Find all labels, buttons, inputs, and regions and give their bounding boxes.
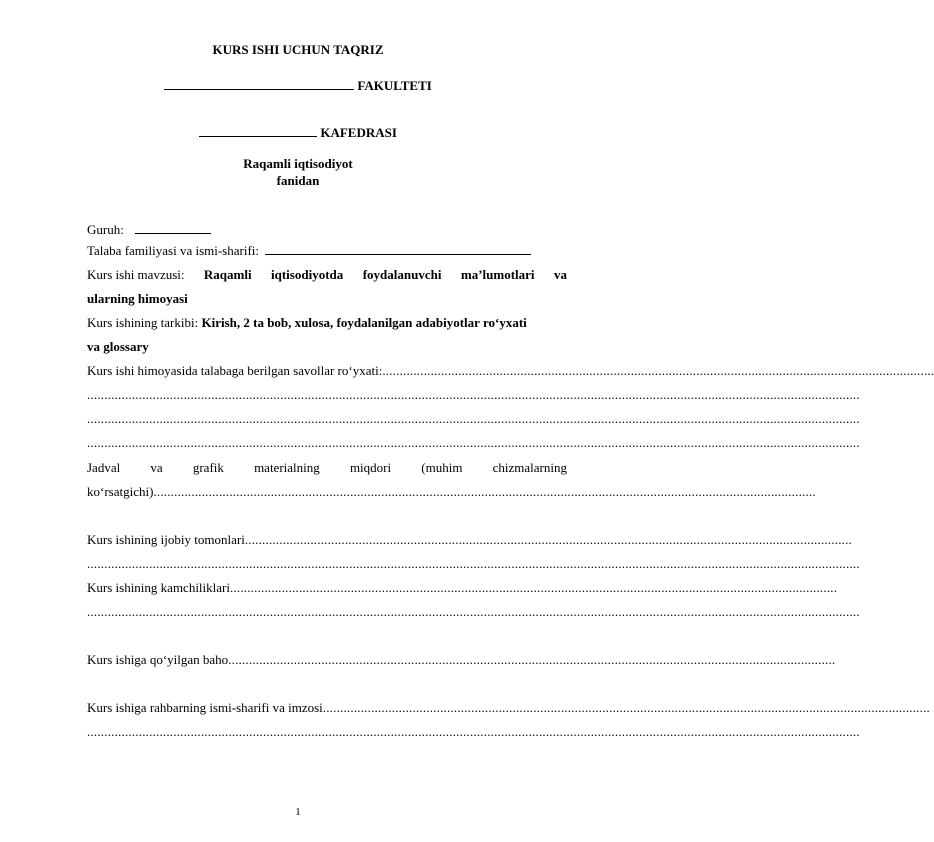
- grade-row: [87, 651, 836, 669]
- department-line: [0, 124, 596, 141]
- answer-dotted-line[interactable]: ................................................................................................................................................................................................................................: [87, 387, 860, 402]
- tables-label-end: ko‘rsatgichi): [87, 484, 154, 499]
- tables-continued: [87, 483, 816, 501]
- grade-dots[interactable]: ................................................................................................................................................................................: [228, 652, 836, 667]
- group-blank[interactable]: [135, 221, 211, 234]
- answer-dotted-line[interactable]: ................................................................................................................................................................................................................................: [87, 411, 860, 426]
- page-number: 1: [295, 806, 301, 818]
- positive-dots[interactable]: ................................................................................................................................................................................: [244, 532, 853, 547]
- topic-label: Kurs ishi mavzusi:: [87, 267, 185, 282]
- supervisor-row: [87, 699, 930, 717]
- shortcomings-dotted-line[interactable]: ................................................................................................................................................................................................................................: [87, 604, 860, 619]
- questions-label: Kurs ishi himoyasida talabaga berilgan savollar ro‘yxati:: [87, 363, 383, 378]
- supervisor-dotted-line[interactable]: ................................................................................................................................................................................................................................: [87, 724, 860, 739]
- topic-continued: ularning himoyasi: [87, 291, 188, 306]
- topic-word: ma’lumotlari: [460, 267, 535, 282]
- tables-row: [87, 459, 567, 477]
- department-label: KAFEDRASI: [320, 125, 397, 140]
- student-label: Talaba familiyasi va ismi-sharifi:: [87, 243, 260, 258]
- positive-row: [87, 531, 853, 549]
- faculty-blank[interactable]: [164, 77, 354, 90]
- supervisor-dots[interactable]: ................................................................................................................................................................................: [322, 700, 930, 715]
- tables-word: va: [150, 460, 163, 475]
- shortcomings-label: Kurs ishining kamchiliklari: [87, 580, 230, 595]
- structure-label: Kurs ishining tarkibi:: [87, 315, 199, 330]
- student-name-blank[interactable]: [265, 242, 531, 255]
- topic-word: foydalanuvchi: [362, 267, 442, 282]
- topic-word: va: [553, 267, 567, 282]
- structure-row: [87, 314, 567, 332]
- topic-word: iqtisodiyotda: [271, 267, 344, 282]
- tables-word: Jadval: [87, 460, 121, 475]
- answer-dotted-line[interactable]: ................................................................................................................................................................................................................................: [87, 435, 860, 450]
- positive-label: Kurs ishining ijobiy tomonlari: [87, 532, 245, 547]
- group-label: Guruh:: [87, 222, 124, 237]
- document-title: KURS ISHI UCHUN TAQRIZ: [212, 42, 384, 57]
- tables-word: materialning: [254, 460, 320, 475]
- grade-label: Kurs ishiga qo‘yilgan baho: [87, 652, 229, 667]
- shortcomings-row: [87, 579, 838, 597]
- subject-suffix: fanidan: [276, 173, 320, 188]
- subject-name: Raqamli iqtisodiyot: [243, 156, 353, 171]
- tables-word: grafik: [192, 460, 224, 475]
- topic-row: [87, 266, 567, 284]
- questions-row: [87, 362, 934, 380]
- department-blank[interactable]: [199, 124, 317, 137]
- tables-word: (muhim: [421, 460, 463, 475]
- structure-value: Kirish, 2 ta bob, xulosa, foydalanilgan adabiyotlar ro‘yxati: [201, 315, 527, 330]
- positive-dotted-line[interactable]: ................................................................................................................................................................................................................................: [87, 556, 860, 571]
- shortcomings-dots[interactable]: ................................................................................................................................................................................: [229, 580, 838, 595]
- tables-dots[interactable]: ................................................................................................................................................................................................: [153, 484, 816, 499]
- group-row: [87, 221, 567, 239]
- tables-word: miqdori: [349, 460, 392, 475]
- topic-word: Raqamli: [203, 267, 252, 282]
- supervisor-label: Kurs ishiga rahbarning ismi-sharifi va imzosi: [87, 700, 323, 715]
- faculty-line: [0, 77, 596, 94]
- faculty-label: FAKULTETI: [357, 78, 432, 93]
- questions-dots[interactable]: ................................................................................................................................................................: [382, 363, 934, 378]
- tables-word: chizmalarning: [492, 460, 567, 475]
- student-row: [87, 242, 567, 260]
- structure-continued: va glossary: [87, 339, 149, 354]
